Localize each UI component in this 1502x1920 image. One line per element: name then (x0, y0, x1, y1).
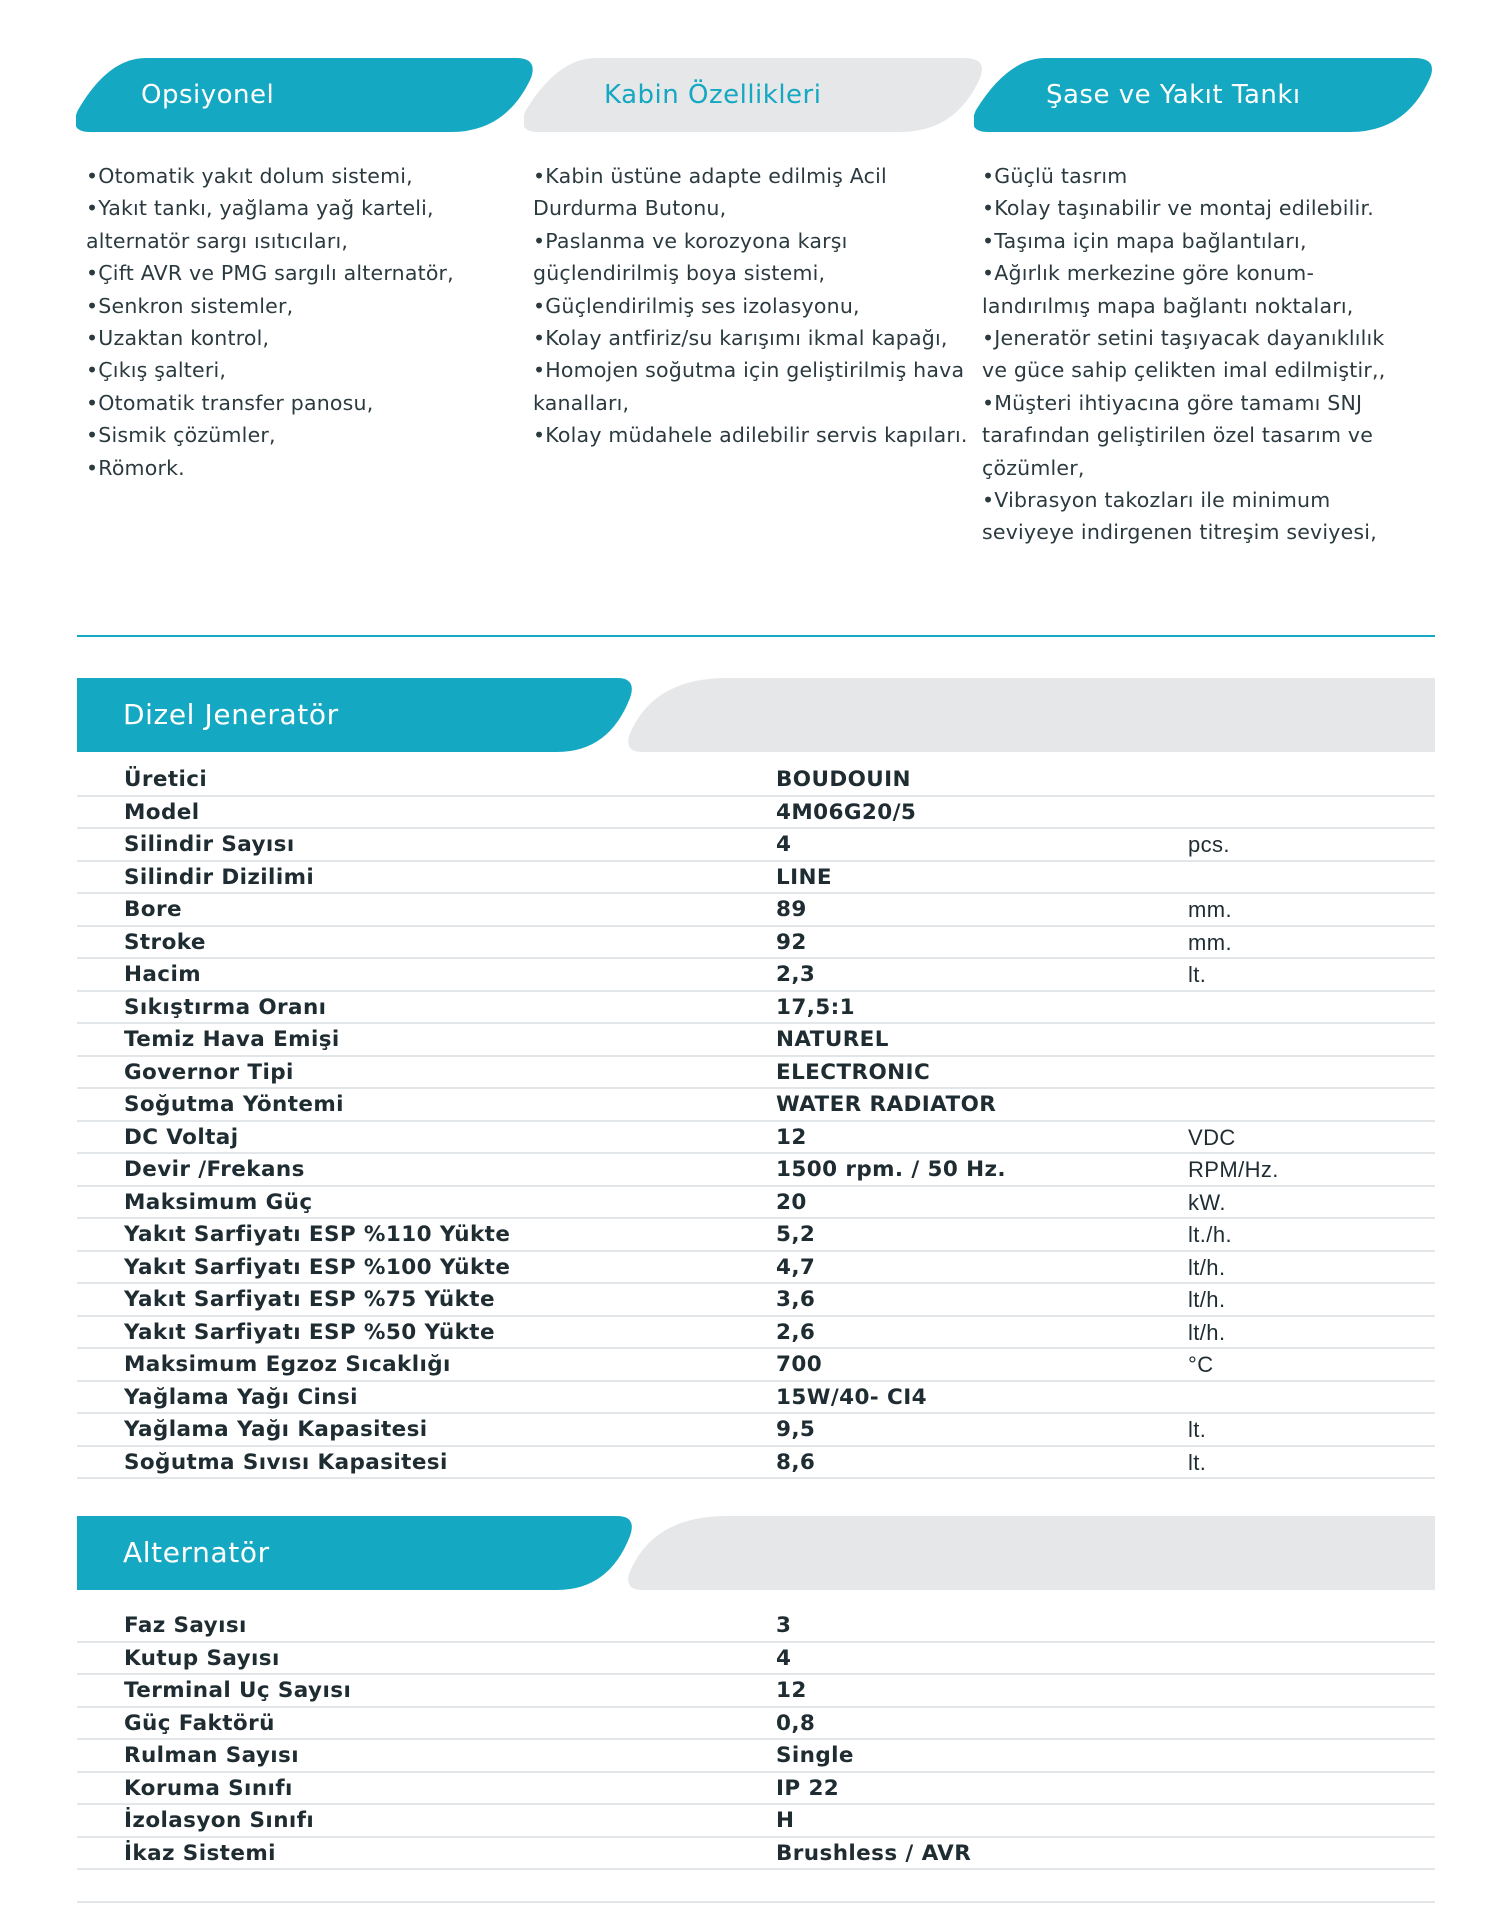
spec-value: BOUDOUIN (776, 767, 911, 792)
spec-label: İzolasyon Sınıfı (124, 1808, 315, 1833)
spec-row (77, 1349, 1435, 1382)
spec-row (77, 1382, 1435, 1415)
spec-label: Koruma Sınıfı (124, 1775, 293, 1801)
spec-label: Yakıt Sarfiyatı ESP %100 Yükte (124, 1254, 511, 1280)
spec-label: Devir /Frekans (124, 1157, 305, 1182)
spec-value: 12 (776, 1678, 807, 1703)
spec-value: 12 (776, 1124, 807, 1150)
feature-item: •Homojen soğutma için geliştirilmiş hava kanalları, (533, 358, 965, 415)
feature-item: •Kolay taşınabilir ve montaj edilebilir. (982, 196, 1374, 221)
spec-label: Terminal Uç Sayısı (124, 1678, 352, 1703)
feature-item: •Kolay müdahele adilebilir servis kapıları. (533, 423, 968, 448)
spec-row (77, 1089, 1435, 1122)
spec-row (77, 1643, 1435, 1676)
feature-item: •Ağırlık merkezine göre konum-landırılmış mapa bağlantı noktaları, (982, 261, 1354, 318)
spec-value: WATER RADIATOR (776, 1092, 997, 1117)
spec-value: 0,8 (776, 1710, 816, 1736)
spec-unit: RPM/Hz. (1188, 1157, 1279, 1182)
tab-label: Kabin Özellikleri (604, 80, 822, 110)
spec-row (77, 959, 1435, 992)
spec-label: Yağlama Yağı Cinsi (124, 1384, 358, 1410)
feature-item: •Senkron sistemler, (86, 293, 294, 318)
spec-label: Hacim (124, 962, 202, 987)
feature-item: •Otomatik transfer panosu, (86, 390, 374, 415)
spec-label: İkaz Sistemi (124, 1840, 276, 1866)
spec-row (77, 829, 1435, 862)
spec-value: H (776, 1808, 795, 1833)
spec-unit: pcs. (1188, 832, 1230, 857)
spec-row (77, 1708, 1435, 1741)
spec-label: Faz Sayısı (124, 1613, 247, 1638)
feature-item: •Paslanma ve korozyona karşı güçlendirilmiş boya sistemi, (533, 228, 848, 286)
tab-kabin-ozellikleri[interactable] (524, 58, 986, 132)
feature-item: •Jeneratör setini taşıyacak dayanıklılık ve güce sahip çelikten imal edilmiştir,, (982, 326, 1386, 383)
spec-row (77, 992, 1435, 1025)
spec-row (77, 1610, 1435, 1643)
feature-item: •Güçlendirilmiş ses izolasyonu, (533, 293, 860, 318)
spec-label: Bore (124, 897, 182, 922)
section-divider (77, 635, 1435, 637)
spec-label: Stroke (124, 929, 206, 955)
spec-value: 5,2 (776, 1222, 816, 1247)
tab-label: Opsiyonel (141, 80, 275, 110)
spec-row (77, 1122, 1435, 1155)
spec-row (77, 797, 1435, 830)
spec-value: IP 22 (776, 1775, 840, 1801)
spec-unit: lt/h. (1188, 1319, 1226, 1345)
spec-label: Silindir Dizilimi (124, 864, 315, 890)
spec-label: Kutup Sayısı (124, 1645, 280, 1671)
section-header-diesel (77, 678, 1435, 752)
feature-item: •Sismik çözümler, (86, 423, 276, 448)
tab-label: Şase ve Yakıt Tankı (1046, 80, 1301, 110)
spec-row (77, 1870, 1435, 1903)
spec-label: Yakıt Sarfiyatı ESP %50 Yükte (124, 1319, 495, 1345)
spec-unit: mm. (1188, 897, 1232, 922)
spec-value: 2,6 (776, 1319, 816, 1345)
spec-value: ELECTRONIC (776, 1059, 931, 1085)
spec-label: Yakıt Sarfiyatı ESP %75 Yükte (124, 1287, 495, 1312)
spec-value: 4M06G20/5 (776, 799, 917, 825)
spec-label: DC Voltaj (124, 1124, 239, 1150)
spec-label: Sıkıştırma Oranı (124, 994, 327, 1020)
spec-label: Silindir Sayısı (124, 832, 295, 857)
spec-value: 3 (776, 1613, 792, 1638)
spec-value: 9,5 (776, 1417, 816, 1442)
feature-item: •Yakıt tankı, yağlama yağ karteli, alternatör sargı ısıtıcıları, (86, 196, 434, 253)
spec-unit: lt. (1188, 1449, 1207, 1475)
spec-value: 1500 rpm. / 50 Hz. (776, 1157, 1006, 1182)
spec-value: 4 (776, 1645, 792, 1671)
feature-item: •Güçlü tasrım (982, 164, 1128, 188)
spec-label: Governor Tipi (124, 1059, 294, 1085)
section-title: Dizel Jeneratör (123, 698, 339, 731)
spec-table-alternator (77, 1610, 1435, 1903)
spec-row (77, 927, 1435, 960)
spec-value: 4,7 (776, 1254, 816, 1280)
spec-label: Temiz Hava Emişi (124, 1027, 340, 1052)
features-kabin (533, 160, 973, 452)
section-header-alternator (77, 1516, 1435, 1590)
feature-item: •Uzaktan kontrol, (86, 326, 270, 351)
spec-value: Single (776, 1743, 854, 1768)
spec-value: 700 (776, 1352, 823, 1377)
spec-label: Yağlama Yağı Kapasitesi (124, 1417, 428, 1442)
spec-label: Üretici (124, 767, 208, 792)
spec-row (77, 894, 1435, 927)
spec-value: NATUREL (776, 1027, 889, 1052)
spec-row (77, 1154, 1435, 1187)
spec-row (77, 1773, 1435, 1806)
spec-row (77, 1187, 1435, 1220)
spec-row (77, 1740, 1435, 1773)
spec-label: Rulman Sayısı (124, 1743, 300, 1768)
feature-item: •Çıkış şalteri, (86, 358, 227, 383)
spec-label: Maksimum Egzoz Sıcaklığı (124, 1352, 451, 1377)
spec-row (77, 1284, 1435, 1317)
spec-row (77, 1219, 1435, 1252)
spec-row (77, 1838, 1435, 1871)
spec-value: 15W/40- CI4 (776, 1384, 927, 1410)
spec-row (77, 862, 1435, 895)
spec-value: 20 (776, 1189, 807, 1215)
spec-row (77, 1024, 1435, 1057)
spec-value: 4 (776, 832, 792, 857)
feature-item: •Vibrasyon takozları ile minimum seviyeye indirgenen titreşim seviyesi, (982, 488, 1377, 545)
spec-row (77, 1675, 1435, 1708)
feature-item: •Çift AVR ve PMG sargılı alternatör, (86, 261, 454, 286)
spec-label: Soğutma Sıvısı Kapasitesi (124, 1449, 448, 1475)
feature-item: •Taşıma için mapa bağlantıları, (982, 228, 1307, 253)
spec-value: 8,6 (776, 1449, 816, 1475)
spec-unit: kW. (1188, 1189, 1226, 1215)
spec-row (77, 1447, 1435, 1480)
spec-row (77, 764, 1435, 797)
spec-row (77, 1805, 1435, 1838)
spec-label: Yakıt Sarfiyatı ESP %110 Yükte (124, 1222, 511, 1247)
spec-row (77, 1252, 1435, 1285)
spec-value: 17,5:1 (776, 994, 856, 1020)
spec-value: 92 (776, 929, 807, 955)
section-title: Alternatör (123, 1536, 270, 1569)
spec-label: Güç Faktörü (124, 1710, 275, 1736)
spec-unit: lt/h. (1188, 1287, 1226, 1312)
feature-item: •Kabin üstüne adapte edilmiş Acil Durdurma Butonu, (533, 164, 887, 221)
spec-row (77, 1317, 1435, 1350)
spec-unit: lt/h. (1188, 1254, 1226, 1280)
spec-unit: lt. (1188, 1417, 1207, 1442)
spec-unit: lt. (1188, 962, 1207, 987)
spec-row (77, 1414, 1435, 1447)
spec-value: 2,3 (776, 962, 816, 987)
feature-item: •Kolay antfiriz/su karışımı ikmal kapağı, (533, 326, 948, 351)
feature-item: •Römork. (86, 455, 185, 480)
features-sase (982, 160, 1412, 549)
spec-unit: °C (1188, 1352, 1214, 1377)
features-opsiyonel (86, 160, 506, 484)
spec-unit: lt./h. (1188, 1222, 1232, 1247)
section-header-shape (77, 1516, 1435, 1590)
spec-value: 89 (776, 897, 807, 922)
spec-unit: mm. (1188, 929, 1232, 955)
tab-opsiyonel[interactable] (76, 58, 536, 132)
spec-unit: VDC (1188, 1124, 1236, 1150)
spec-table-diesel (77, 764, 1435, 1479)
feature-item: •Müşteri ihtiyacına göre tamamı SNJ tarafından geliştirilen özel tasarım ve çözümler, (982, 390, 1374, 480)
spec-label: Soğutma Yöntemi (124, 1092, 344, 1117)
tab-sase-ve-yakit-tanki[interactable] (974, 58, 1436, 132)
feature-item: •Otomatik yakıt dolum sistemi, (86, 164, 413, 188)
spec-value: Brushless / AVR (776, 1840, 972, 1866)
spec-row (77, 1057, 1435, 1090)
spec-label: Maksimum Güç (124, 1189, 313, 1215)
spec-value: 3,6 (776, 1287, 816, 1312)
spec-value: LINE (776, 864, 832, 890)
spec-label: Model (124, 799, 200, 825)
